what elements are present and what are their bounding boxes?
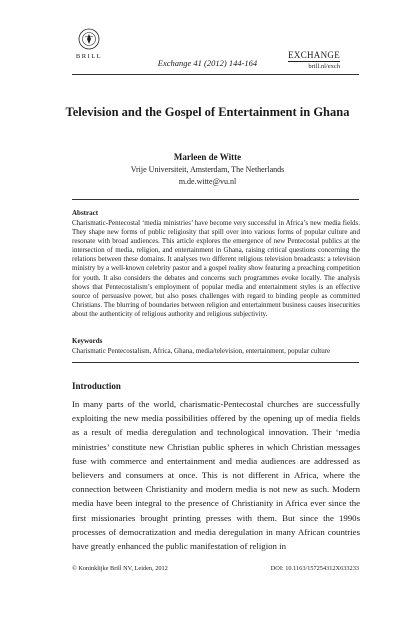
brill-seal-icon [78,28,100,50]
author-email[interactable]: m.de.witte@vu.nl [178,177,237,186]
abstract-top-rule [72,199,359,200]
journal-name: EXCHANGE [288,50,340,60]
author-affiliation: Vrije Universiteit, Amsterdam, The Netherlands [130,165,285,174]
publisher-name: BRILL [75,53,103,60]
header-rule [72,74,359,75]
abstract-bottom-rule [72,362,359,363]
author-name: Marleen de Witte [173,152,242,162]
introduction-body [72,397,360,553]
introduction-heading: Introduction [72,381,121,391]
keywords-text: Charismatic Pentecostalism, Africa, Ghana, media/television, entertainment, popular culture [72,347,331,355]
keywords-heading: Keywords [72,337,103,345]
article-title: Television and the Gospel of Entertainment in Ghana [65,105,350,119]
brill-logo [72,28,106,60]
journal-masthead [288,50,340,70]
journal-url[interactable]: brill.nl/exch [308,63,340,70]
abstract-text: Charismatic-Pentecostal ‘media ministries’ have become very successful in Africa’s new media fields. They shape new forms of public religiosity that spill over into various forms of popular culture and resonate with broad audiences. This article explores the emergence of new Pentecostal publics at the intersection of media, religion, and entertainment in Ghana, raising critical questions concerning the relations between these domains. It analyses two different religious television broadcasts: a television ministry by a well-known celebrity pastor and a gospel reality show featuring a preaching competition for youth. It also considers the debates and concerns such programmes evoke locally. The analysis shows that Pentecostalism’s employment of popular media and entertainment styles is an effective source of persuasive power, but also poses challenges with regard to binding people as committed Christians. The blurring of boundaries between religion and entertainment business causes insecurities about the authenticity of religious authority and religious subjectivity. [72,219,360,318]
journal-reference: Exchange 41 (2012) 144-164 [157,58,258,68]
copyright-notice: © Koninklijke Brill NV, Leiden, 2012 [72,565,168,572]
abstract-heading: Abstract [72,209,99,217]
introduction-paragraph: In many parts of the world, charismatic-Pentecostal churches are successfully exploiting the new media possibilities offered by the opening up of media fields as a result of media deregulation and technological innovation. Their ‘media ministries’ constitute new Christian public spheres in which Christian messages fuse with commerce and entertainment and media audiences are addressed as believers and consumers at once. This is not different in Africa, where the connection between Christianity and modern media is not new as such. Modern media have been integral to the presence of Christianity in Africa ever since the first missionaries brought printing presses with them. But since the 1990s processes of democratization and media deregulation in many African countries have greatly enhanced the public manifestation of religion in [72,399,360,552]
doi[interactable]: DOI: 10.1163/157254312X633233 [270,565,359,572]
